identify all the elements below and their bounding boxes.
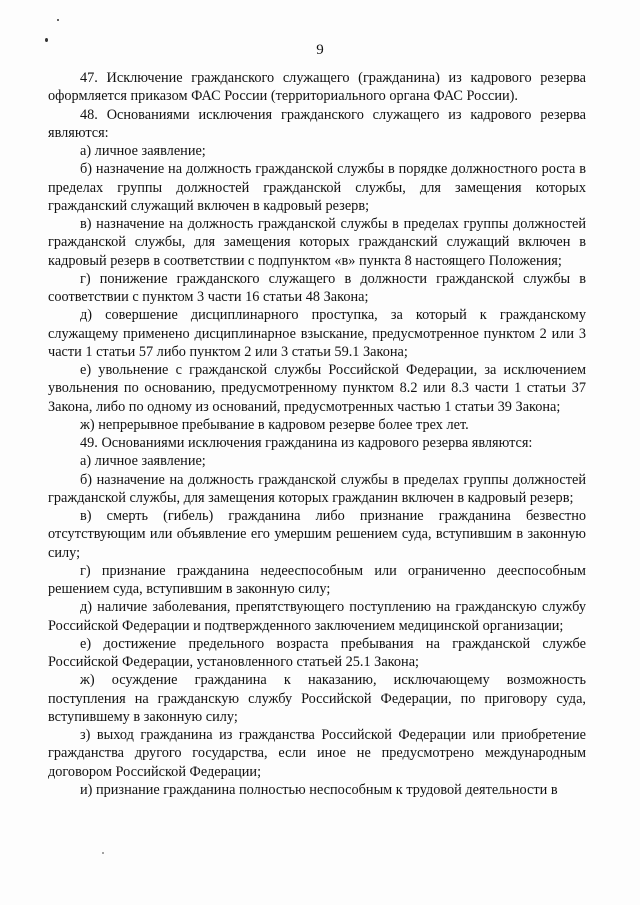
list-item: б) назначение на должность гражданской службы в пределах группы должностей гражданской службы, для замещения которых гражданин включен в кадровый резерв; (48, 471, 586, 506)
list-item: д) наличие заболевания, препятствующего поступлению на гражданскую службу Российской Федерации и подтвержденного заключением медицинской организации; (48, 599, 586, 634)
scan-artifact (102, 852, 104, 854)
paragraph-47: 47. Исключение гражданского служащего (гражданина) из кадрового резерва оформляется приказом ФАС России (территориального органа ФАС России). (48, 70, 586, 105)
list-item: г) признание гражданина недееспособным или ограниченно дееспособным решением суда, вступившим в законную силу; (48, 562, 586, 597)
list-item: в) назначение на должность гражданской службы в пределах группы должностей гражданской службы, для замещения которых гражданский служащий включен в кадровый резерв в соответствии с подпунктом «в» пункта 8 настоящего Положения; (48, 216, 586, 269)
list-item: д) совершение дисциплинарного проступка, за который к гражданскому служащему применено дисциплинарное взыскание, предусмотренное пунктом 2 или 3 части 1 статьи 57 либо пунктом 2 или 3 статьи 59.1 Закона; (48, 307, 586, 360)
paragraph-49: 49. Основаниями исключения гражданина из кадрового резерва являются: (80, 435, 533, 451)
page-number: 9 (316, 42, 324, 58)
list-item: г) понижение гражданского служащего в должности гражданской службы в соответствии с пунктом 3 части 16 статьи 48 Закона; (48, 270, 586, 305)
list-item: е) увольнение с гражданской службы Российской Федерации, за исключением увольнения по основанию, предусмотренному пунктом 8.2 или 8.3 части 1 статьи 37 Закона, либо по одному из оснований, предусмотренных частью 1 статьи 39 Закона; (48, 362, 586, 415)
scan-artifact (57, 19, 59, 21)
list-item: в) смерть (гибель) гражданина либо признание гражданина безвестно отсутствующим или объявление его умершим решением суда, вступившим в законную силу; (48, 508, 586, 561)
paragraph-48: 48. Основаниями исключения гражданского служащего из кадрового резерва являются: (48, 106, 586, 141)
list-item: а) личное заявление; (80, 453, 206, 470)
list-item: а) личное заявление; (80, 143, 206, 159)
list-item: ж) осуждение гражданина к наказанию, исключающему возможность поступления на гражданскую службу Российской Федерации, по приговору суда, вступившему в законную силу; (48, 672, 586, 725)
document-body (48, 69, 586, 799)
list-item: ж) непрерывное пребывание в кадровом резерве более трех лет. (80, 416, 469, 433)
list-item: з) выход гражданина из гражданства Российской Федерации или приобретение гражданства другого государства, если иное не предусмотрено международным договором Российской Федерации; (48, 727, 586, 780)
list-item: б) назначение на должность гражданской службы в порядке должностного роста в пределах группы должностей гражданской службы, для замещения которых гражданский служащий включен в кадровый резерв; (48, 161, 586, 214)
list-item: и) признание гражданина полностью неспособным к трудовой деятельности в (80, 781, 558, 798)
list-item: е) достижение предельного возраста пребывания на гражданской службе Российской Федерации, установленного статьей 25.1 Закона; (48, 635, 586, 670)
